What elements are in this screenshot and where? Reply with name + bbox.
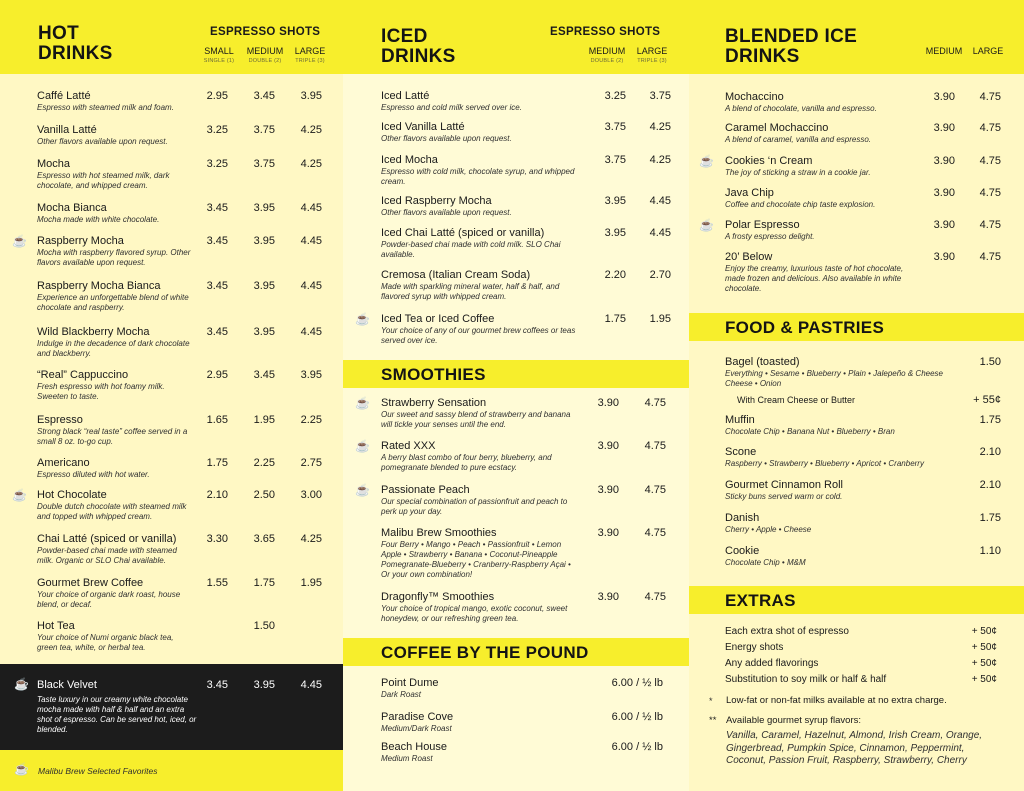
note-mark: **: [709, 715, 717, 726]
syrup-flavors: Vanilla, Caramel, Hazelnut, Almond, Irish Cream, Orange, Gingerbread, Pumpkin Spice, Cinnamon, Peppermint, Coconut, Passion Fruit, Raspberry, Strawberry, Cherry: [726, 730, 983, 766]
item-price: 3.75: [253, 124, 275, 136]
iced-title-line1: ICED: [381, 26, 428, 47]
item-price: 4.45: [300, 235, 322, 247]
item-price: 4.25: [300, 124, 322, 136]
item-desc: Chocolate Chip • Banana Nut • Blueberry • Bran: [725, 427, 895, 436]
item-name: Danish: [725, 512, 760, 524]
item-desc: A blend of chocolate, vanilla and espresso.: [725, 104, 877, 113]
menu-item: [381, 154, 581, 187]
item-price: 3.90: [933, 155, 955, 167]
coffee-cup-icon: ☕: [355, 396, 370, 410]
hot-title-line1: HOT: [38, 23, 80, 44]
item-price: 3.95: [253, 280, 275, 292]
item-price: 3.45: [253, 90, 275, 102]
item-name: Black Velvet: [37, 679, 97, 691]
item-name: Caramel Mochaccino: [725, 122, 829, 134]
item-price: 4.75: [979, 91, 1001, 103]
item-price: 2.95: [206, 90, 228, 102]
menu-item: [725, 446, 970, 469]
menu-item: [381, 195, 581, 218]
item-desc: Espresso with cold milk, chocolate syrup, and whipped cream.: [381, 167, 575, 186]
item-desc: Powder-based chai made with cold milk. SLO Chai available.: [381, 240, 561, 259]
item-price: 4.75: [979, 122, 1001, 134]
item-price: 3.90: [597, 440, 619, 452]
smoothies-header: [343, 360, 689, 388]
item-desc: Espresso with hot steamed milk, dark chocolate, and whipped cream.: [37, 171, 170, 190]
item-name: Strawberry Sensation: [381, 397, 487, 409]
size-label: LARGE: [636, 46, 668, 56]
menu-item: [725, 512, 970, 535]
item-name: Caffé Latté: [37, 90, 91, 102]
item-price: 6.00 / ½ lb: [611, 677, 663, 689]
item-desc: Double dutch chocolate with steamed milk and topped with whipped cream.: [37, 502, 187, 521]
menu-item: [37, 577, 195, 610]
item-name: Americano: [37, 457, 90, 469]
item-name: Raspberry Mocha Bianca: [37, 280, 161, 292]
item-desc: Your choice of Numi organic black tea, green tea, white, or herbal tea.: [37, 633, 174, 652]
item-name: Hot Chocolate: [37, 489, 107, 501]
item-price: 6.00 / ½ lb: [611, 741, 663, 753]
menu-item: [725, 479, 970, 502]
item-price: 2.50: [253, 489, 275, 501]
extra-item-price: + 50¢: [971, 658, 997, 669]
blended-title-line1: BLENDED ICE: [725, 26, 858, 47]
extras-title: EXTRAS: [725, 591, 796, 610]
item-desc: Raspberry • Strawberry • Blueberry • Apricot • Cranberry: [725, 459, 924, 468]
item-price: 1.75: [253, 577, 275, 589]
item-name: Passionate Peach: [381, 484, 470, 496]
item-desc: Mocha with raspberry flavored syrup. Other flavors available upon request.: [37, 248, 191, 267]
item-name: Wild Blackberry Mocha: [37, 326, 150, 338]
item-price: 3.30: [206, 533, 228, 545]
item-desc: Other flavors available upon request.: [37, 137, 168, 146]
hot-title-line2: DRINKS: [38, 43, 113, 64]
item-name: Iced Tea or Iced Coffee: [381, 313, 495, 325]
item-desc: Other flavors available upon request.: [381, 134, 512, 143]
coffee-cup-icon: ☕: [355, 483, 370, 497]
menu-item: [381, 440, 581, 473]
coffee-cup-icon: ☕: [699, 154, 714, 168]
item-price: 4.45: [300, 202, 322, 214]
item-name: With Cream Cheese or Butter: [737, 395, 856, 405]
item-name: “Real” Cappuccino: [37, 369, 129, 381]
menu-item: [725, 122, 905, 145]
item-desc: Chocolate Chip • M&M: [725, 558, 806, 567]
item-price: 3.65: [253, 533, 275, 545]
coffee-cup-icon: ☕: [12, 488, 27, 502]
favorites-legend: Malibu Brew Selected Favorites: [38, 766, 158, 776]
item-name: Java Chip: [725, 187, 774, 199]
item-desc: The joy of sticking a straw in a cookie jar.: [725, 168, 871, 177]
menu-item: [725, 91, 905, 114]
item-desc: Other flavors available upon request.: [381, 208, 512, 217]
item-price: 3.75: [604, 121, 626, 133]
item-desc: Powder-based chai made with steamed milk. Organic or SLO Chai available.: [37, 546, 177, 565]
item-price: 2.20: [604, 269, 626, 281]
item-price: 1.50: [253, 620, 275, 632]
extra-item-name: Any added flavorings: [725, 658, 819, 669]
size-sub: SINGLE (1): [203, 58, 235, 64]
menu-item: [381, 397, 581, 430]
item-price: 3.95: [300, 90, 322, 102]
coffee-cup-icon: ☕: [699, 218, 714, 232]
hot-size-small: [198, 46, 240, 66]
menu-item: [381, 527, 581, 580]
item-desc: Your choice of organic dark roast, house blend, or decaf.: [37, 590, 181, 609]
price-large: 4.45: [300, 679, 322, 691]
coffee-cup-icon: ☕: [355, 312, 370, 326]
item-desc: Cherry • Apple • Cheese: [725, 525, 812, 534]
item-desc: Medium/Dark Roast: [381, 724, 452, 733]
item-desc: Strong black “real taste” coffee served in a small 8 oz. to-go cup.: [37, 427, 188, 446]
item-price: 3.45: [206, 280, 228, 292]
item-price: 1.75: [604, 313, 626, 325]
item-price: 3.90: [933, 251, 955, 263]
menu-item: [725, 155, 905, 178]
item-price: 1.95: [649, 313, 671, 325]
menu-item: [381, 484, 581, 517]
item-price: 3.90: [597, 527, 619, 539]
size-label: LARGE: [294, 46, 326, 56]
price-medium: 3.95: [253, 679, 275, 691]
menu-item: [725, 251, 905, 294]
item-price: 4.75: [979, 219, 1001, 231]
item-price: 3.75: [604, 154, 626, 166]
menu-item: [381, 227, 581, 260]
item-name: Hot Tea: [37, 620, 75, 632]
menu-item: [37, 369, 195, 402]
item-desc: Everything • Sesame • Blueberry • Plain • Jalepeño & Cheese Cheese • Onion: [725, 369, 943, 388]
iced-drinks-column: [343, 0, 689, 791]
item-desc: Fresh espresso with hot foamy milk. Sweeten to taste.: [37, 382, 165, 401]
item-price: 4.75: [644, 440, 666, 452]
menu-item: [381, 269, 581, 302]
food-title: FOOD & PASTRIES: [725, 318, 885, 337]
item-price: 2.75: [300, 457, 322, 469]
item-desc: Four Berry • Mango • Peach • Passionfruit • Lemon Apple • Strawberry • Banana • Coconut-Pineapple Pomegranate-Blueberry • Cranberry-Raspberry Açai • Or your own combination!: [381, 540, 571, 579]
blended-drinks-header: [689, 0, 1024, 74]
menu-item: [37, 679, 197, 735]
coffee-cup-icon: ☕: [355, 439, 370, 453]
item-name: Cookies ‘n Cream: [725, 155, 813, 167]
menu-item: [381, 677, 541, 700]
item-price: 3.45: [206, 235, 228, 247]
item-desc: Our sweet and sassy blend of strawberry and banana will tickle your senses until the end.: [381, 410, 571, 429]
item-price: 3.45: [253, 369, 275, 381]
item-name: Muffin: [725, 414, 755, 426]
menu-item: [37, 235, 195, 268]
menu-item: [381, 90, 581, 113]
item-price: 3.45: [206, 202, 228, 214]
item-desc: Espresso with steamed milk and foam.: [37, 103, 174, 112]
item-name: Iced Chai Latté (spiced or vanilla): [381, 227, 545, 239]
item-name: Mochaccino: [725, 91, 784, 103]
item-price: 3.25: [206, 158, 228, 170]
item-price: 2.10: [979, 446, 1001, 458]
menu-item: [381, 121, 581, 144]
menu-item: [37, 158, 195, 191]
item-price: 4.25: [649, 154, 671, 166]
item-price: 4.75: [979, 187, 1001, 199]
item-price: 4.75: [644, 527, 666, 539]
extra-item-name: Energy shots: [725, 642, 784, 653]
legend-band: [0, 750, 343, 791]
item-price: 2.70: [649, 269, 671, 281]
item-name: 20’ Below: [725, 251, 773, 263]
item-price: 1.65: [206, 414, 228, 426]
item-desc: Sticky buns served warm or cold.: [725, 492, 843, 501]
item-price: 6.00 / ½ lb: [611, 711, 663, 723]
item-name: Iced Mocha: [381, 154, 438, 166]
item-price: 4.75: [644, 591, 666, 603]
menu-item: [737, 394, 982, 407]
item-desc: Our special combination of passionfruit and peach to perk up your day.: [381, 497, 568, 516]
hot-size-medium: [243, 46, 287, 66]
blended-size-large: LARGE: [972, 46, 1004, 56]
menu-item: [37, 457, 195, 480]
item-name: Paradise Cove: [381, 711, 454, 723]
item-price: 2.10: [206, 489, 228, 501]
item-price: 3.95: [253, 202, 275, 214]
item-price: 3.90: [933, 187, 955, 199]
item-name: Dragonfly™ Smoothies: [381, 591, 495, 603]
menu-item: [37, 202, 195, 225]
price-small: 3.45: [206, 679, 228, 691]
item-desc: Espresso diluted with hot water.: [37, 470, 150, 479]
item-price: 1.75: [979, 512, 1001, 524]
item-price: 4.75: [979, 155, 1001, 167]
item-name: Cremosa (Italian Cream Soda): [381, 269, 531, 281]
item-price: 3.95: [253, 326, 275, 338]
item-name: Raspberry Mocha: [37, 235, 124, 247]
iced-drinks-title: [381, 27, 456, 67]
item-desc: A berry blast combo of four berry, blueberry, and pomegranate blended to pure ecstacy.: [381, 453, 552, 472]
item-name: Iced Vanilla Latté: [381, 121, 465, 133]
item-price: 2.25: [300, 414, 322, 426]
item-price: 2.95: [206, 369, 228, 381]
size-sub: TRIPLE (3): [637, 58, 667, 64]
item-name: Cookie: [725, 545, 760, 557]
menu-item: [37, 326, 195, 359]
item-desc: Your choice of tropical mango, exotic coconut, sweet honeydew, or our refreshing green tea.: [381, 604, 568, 623]
item-price: 2.25: [253, 457, 275, 469]
item-price: 3.90: [933, 122, 955, 134]
extras-header: [689, 586, 1024, 614]
iced-size-medium: [584, 46, 630, 66]
hot-size-large: [290, 46, 330, 66]
menu-item: [37, 90, 195, 113]
item-price: 3.90: [597, 484, 619, 496]
item-name: Chai Latté (spiced or vanilla): [37, 533, 177, 545]
item-price: 3.95: [300, 369, 322, 381]
item-price: 3.90: [933, 219, 955, 231]
item-price: 4.45: [649, 195, 671, 207]
item-price: 4.75: [979, 251, 1001, 263]
extra-item-price: + 50¢: [971, 674, 997, 685]
item-price: + 55¢: [973, 394, 1001, 406]
item-name: Mocha: [37, 158, 71, 170]
item-price: 3.25: [206, 124, 228, 136]
note-mark: *: [709, 696, 713, 706]
item-desc: Coffee and chocolate chip taste explosion.: [725, 200, 876, 209]
item-price: 3.95: [604, 227, 626, 239]
iced-title-line2: DRINKS: [381, 46, 456, 67]
item-name: Iced Raspberry Mocha: [381, 195, 492, 207]
item-price: 3.75: [253, 158, 275, 170]
item-name: Beach House: [381, 741, 448, 753]
iced-drinks-header: [343, 0, 689, 74]
item-price: 1.95: [300, 577, 322, 589]
item-name: Polar Espresso: [725, 219, 800, 231]
item-price: 3.90: [597, 397, 619, 409]
size-label: MEDIUM: [246, 46, 284, 56]
menu-item: [725, 356, 970, 389]
item-desc: Indulge in the decadence of dark chocolate and blackberry.: [37, 339, 190, 358]
extra-item-name: Each extra shot of espresso: [725, 626, 849, 637]
item-desc: Made with sparkling mineral water, half & half, and flavored syrup with whipped cream.: [381, 282, 560, 301]
item-desc: Taste luxury in our creamy white chocolate mocha made with half & half and an extra shot of espresso. Can be served hot, iced, or blended.: [37, 695, 197, 734]
item-price: 3.95: [253, 235, 275, 247]
item-price: 4.25: [649, 121, 671, 133]
item-desc: Experience an unforgettable blend of white chocolate and raspberry.: [37, 293, 189, 312]
extra-item-price: + 50¢: [971, 642, 997, 653]
size-sub: DOUBLE (2): [590, 58, 624, 64]
item-price: 4.75: [644, 397, 666, 409]
item-price: 1.75: [979, 414, 1001, 426]
size-label: MEDIUM: [588, 46, 626, 56]
menu-item: [725, 545, 970, 568]
item-name: Point Dume: [381, 677, 439, 689]
hot-drinks-title: [38, 24, 113, 64]
blended-drinks-column: [689, 0, 1024, 791]
iced-size-large: [633, 46, 671, 66]
item-name: Rated XXX: [381, 440, 436, 452]
menu-item: [37, 620, 195, 653]
coffee-cup-icon: ☕: [14, 762, 29, 776]
menu-item: [725, 219, 905, 242]
item-name: Bagel (toasted): [725, 356, 800, 368]
item-desc: A frosty espresso delight.: [725, 232, 815, 241]
hot-drinks-header: [0, 0, 343, 74]
item-name: Malibu Brew Smoothies: [381, 527, 497, 539]
food-header: [689, 313, 1024, 341]
syrup-note: Available gourmet syrup flavors:: [726, 715, 861, 726]
menu-item: [725, 187, 905, 210]
menu-item: [37, 124, 195, 147]
size-sub: TRIPLE (3): [295, 58, 325, 64]
menu-item: [381, 591, 581, 624]
item-price: 3.45: [206, 326, 228, 338]
item-desc: Mocha made with white chocolate.: [37, 215, 160, 224]
menu-item: [37, 414, 195, 447]
item-price: 2.10: [979, 479, 1001, 491]
coffee-cup-icon: ☕: [14, 677, 29, 691]
item-desc: Espresso and cold milk served over ice.: [381, 103, 522, 112]
coffee-pound-header: [343, 638, 689, 666]
extra-item-price: + 50¢: [971, 626, 997, 637]
item-price: 3.90: [933, 91, 955, 103]
menu-item: [381, 313, 581, 346]
item-desc: Dark Roast: [381, 690, 422, 699]
item-name: Scone: [725, 446, 757, 458]
blended-size-medium: MEDIUM: [925, 46, 963, 56]
menu-item: [381, 711, 541, 734]
item-price: 3.25: [604, 90, 626, 102]
blended-drinks-title: [725, 27, 857, 67]
hot-drinks-column: [0, 0, 343, 791]
item-desc: A blend of caramel, vanilla and espresso.: [725, 135, 872, 144]
item-price: 1.10: [979, 545, 1001, 557]
item-price: 1.75: [206, 457, 228, 469]
item-price: 4.45: [300, 280, 322, 292]
blended-title-line2: DRINKS: [725, 46, 800, 67]
item-name: Vanilla Latté: [37, 124, 97, 136]
size-label: SMALL: [204, 46, 234, 56]
menu-item: [37, 489, 195, 522]
item-name: Gourmet Cinnamon Roll: [725, 479, 843, 491]
smoothies-title: SMOOTHIES: [381, 365, 486, 384]
item-name: Espresso: [37, 414, 83, 426]
item-price: 1.50: [979, 356, 1001, 368]
coffee-pound-title: COFFEE BY THE POUND: [381, 643, 589, 662]
item-price: 3.00: [300, 489, 322, 501]
item-desc: Medium Roast: [381, 754, 433, 763]
item-price: 3.90: [597, 591, 619, 603]
menu-item: [37, 280, 195, 313]
item-name: Gourmet Brew Coffee: [37, 577, 144, 589]
black-velvet-feature: [0, 664, 343, 750]
lowfat-note: Low-fat or non-fat milks available at no extra charge.: [726, 695, 947, 706]
item-price: 4.75: [644, 484, 666, 496]
menu-item: [381, 741, 541, 764]
item-price: 3.75: [649, 90, 671, 102]
item-name: Mocha Bianca: [37, 202, 107, 214]
item-name: Iced Latté: [381, 90, 430, 102]
hot-shots-title: ESPRESSO SHOTS: [210, 26, 321, 38]
item-price: 1.55: [206, 577, 228, 589]
iced-shots-title: ESPRESSO SHOTS: [550, 26, 661, 38]
item-price: 4.25: [300, 158, 322, 170]
size-sub: DOUBLE (2): [248, 58, 282, 64]
item-price: 4.25: [300, 533, 322, 545]
extra-item-name: Substitution to soy milk or half & half: [725, 674, 887, 685]
item-price: 4.45: [649, 227, 671, 239]
item-price: 3.95: [604, 195, 626, 207]
menu-item: [725, 414, 970, 437]
item-desc: Your choice of any of our gourmet brew coffees or teas served over ice.: [381, 326, 576, 345]
menu-item: [37, 533, 195, 566]
item-price: 1.95: [253, 414, 275, 426]
coffee-cup-icon: ☕: [12, 234, 27, 248]
item-desc: Enjoy the creamy, luxurious taste of hot chocolate, made frozen and delicious. Also available in white chocolate.: [725, 264, 904, 293]
item-price: 4.45: [300, 326, 322, 338]
